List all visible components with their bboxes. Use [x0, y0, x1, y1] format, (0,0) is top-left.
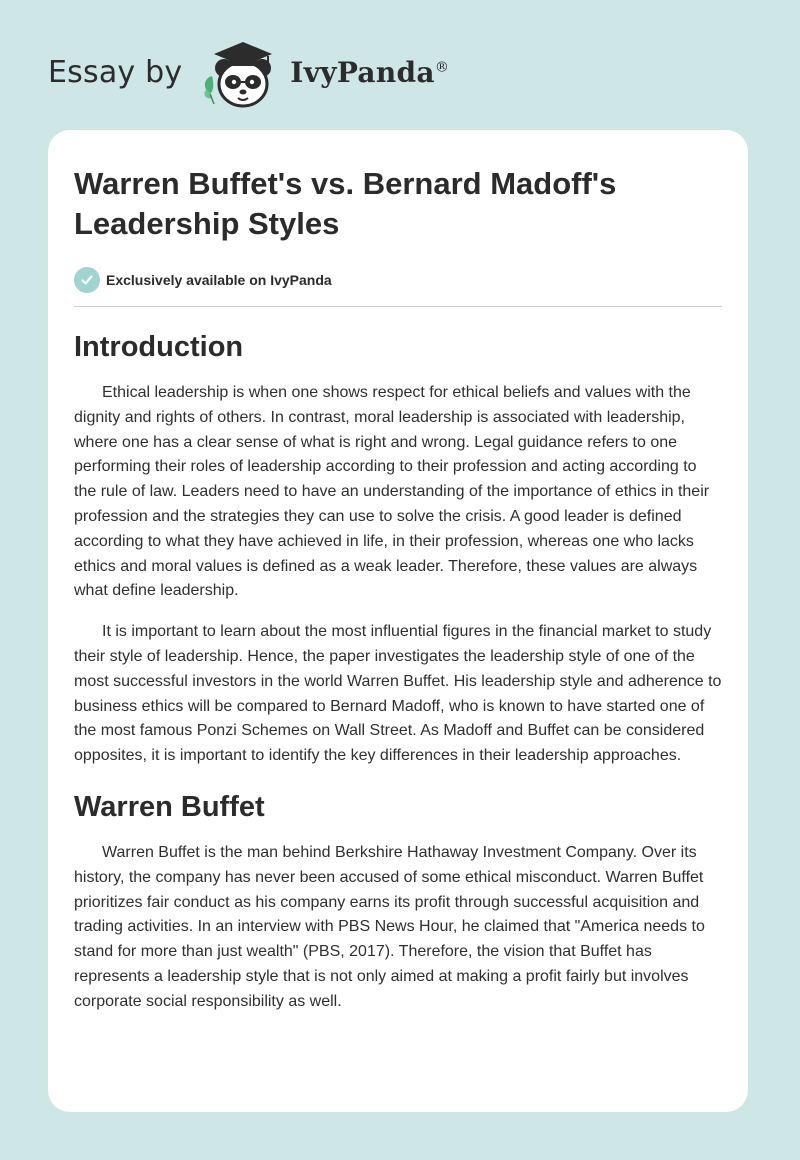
essay-card: [48, 130, 748, 1112]
paragraph: It is important to learn about the most influential figures in the financial market to study their style of leadership. Hence, the paper investigates the leadership style of one of the most successful investors in the world Warren Buffet. His leadership style and adherence to business ethics will be compared to Bernard Madoff, who is known to have started one of the most famous Ponzi Schemes on Wall Street. As Madoff and Buffet can be considered opposites, it is important to identify the key differences in their leadership approaches.: [74, 623, 722, 765]
essay-by-label: Essay by: [48, 54, 183, 90]
exclusive-badge: [74, 266, 722, 294]
divider: [74, 306, 722, 307]
paragraph: Ethical leadership is when one shows respect for ethical beliefs and values with the dignity and rights of others. In contrast, moral leadership is associated with leadership, where one has a clear sense of what is right and wrong. Legal guidance refers to one performing their roles of leadership according to their profession and acting according to the rule of law. Leaders need to have an understanding of the importance of ethics in their profession and the strategies they can use to solve the crisis. A good leader is defined according to what they have achieved in life, in their profession, whereas one who lacks ethics and moral values is defined as a weak leader. Therefore, these values are always what define leadership.: [74, 384, 710, 600]
site-header: [48, 30, 508, 114]
check-icon: [74, 267, 100, 293]
section-heading: Warren Buffet: [74, 790, 265, 823]
section-heading: Introduction: [74, 331, 244, 363]
paragraph: Warren Buffet is the man behind Berkshire Hathaway Investment Company. Over its history, the company has never been accused of some ethical misconduct. Warren Buffet prioritizes fair conduct as his company earns its profit through successful acquisition and trading activities. In an interview with PBS News Hour, he claimed that "America needs to stand for more than just wealth" (PBS, 2017). Therefore, the vision that Buffet has represents a leadership style that is not only aimed at making a profit fairly but involves corporate social responsibility as well.: [74, 843, 705, 1010]
panda-graduate-icon[interactable]: [196, 32, 286, 112]
page-title: Warren Buffet's vs. Bernard Madoff's Leadership Styles: [74, 166, 617, 241]
registered-mark: ®: [434, 59, 450, 76]
badge-text: Exclusively available on IvyPanda: [106, 272, 332, 288]
section-warren-buffet: [74, 789, 722, 1015]
brand-name[interactable]: IvyPanda®: [290, 55, 450, 89]
section-introduction: [74, 329, 722, 769]
